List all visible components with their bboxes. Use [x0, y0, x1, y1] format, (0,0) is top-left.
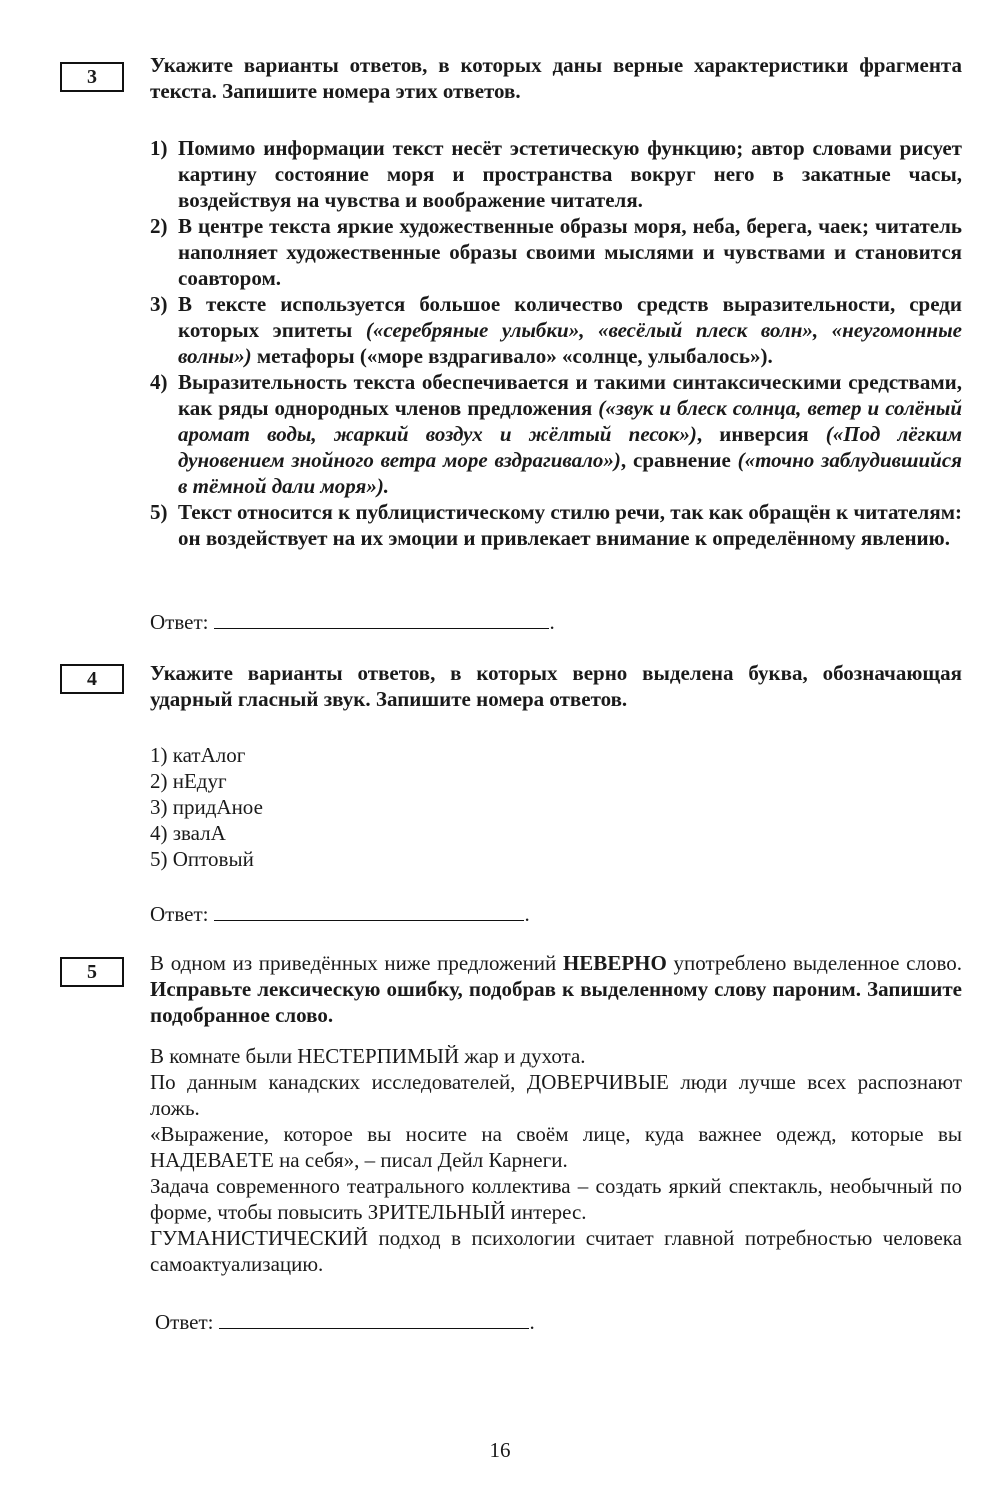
task-3-answer-line[interactable]	[214, 608, 549, 629]
task-3-answer-end: .	[549, 610, 555, 634]
task-3-option-number: 1)	[150, 136, 168, 160]
task-4-number: 4	[60, 664, 124, 694]
task-4-question: Укажите варианты ответов, в которых верно выделена буква, обозначающая ударный гласный звук. Запишите номера ответов.	[150, 661, 962, 711]
task-5-question	[150, 950, 962, 1028]
task-3-option	[150, 135, 962, 213]
task-3-option-number: 2)	[150, 214, 168, 238]
task-3-option-text: Выразительность текста обеспечивается и такими синтаксическими средствами, как ряды однородных членов предложения («звук и блеск солнца, ветер и солёный аромат воды, жаркий воздух и жёлтый песок»), инверсия («Под лёгким дуновением знойного ветра море вздрагивало»), сравнение («точно заблудившийся в тёмной дали моря»).	[178, 370, 963, 498]
task-4-option: 1) катАлог	[150, 743, 246, 767]
task-3-option-number: 3)	[150, 292, 168, 316]
task-4-option: 3) придАное	[150, 795, 263, 819]
task-3-option-number: 5)	[150, 500, 168, 524]
task-3-option	[150, 291, 962, 369]
task-3-option	[150, 213, 962, 291]
task-5-sentences	[150, 1043, 962, 1277]
task-5-question-part: употреблено выделенное слово.	[666, 951, 962, 975]
task-3-answer-label: Ответ:	[150, 610, 209, 634]
task-5-answer-line[interactable]	[219, 1308, 529, 1329]
task-4-option: 4) звалА	[150, 821, 226, 845]
task-4-answer	[150, 900, 530, 927]
task-3-option-text: В центре текста яркие художественные образы моря, неба, берега, чаек; читатель наполняет художественные образы своими мыслями и чувствами и становится соавтором.	[178, 214, 962, 290]
task-3-option-text: Текст относится к публицистическому стилю речи, так как обращён к читателям: он воздействует на их эмоции и привлекает внимание к определённому явлению.	[178, 500, 962, 550]
task-4-option: 2) нЕдуг	[150, 769, 227, 793]
task-3-option-text: Помимо информации текст несёт эстетическую функцию; автор словами рисует картину состояние моря и пространства вокруг него в закатные часы, воздействуя на чувства и воображение читателя.	[178, 136, 962, 212]
task-5-answer-label: Ответ:	[155, 1310, 214, 1334]
task-5-sentence: В комнате были НЕСТЕРПИМЫЙ жар и духота.	[150, 1044, 586, 1068]
task-3-option	[150, 499, 962, 551]
task-4-answer-label: Ответ:	[150, 902, 209, 926]
task-5-sentence: Задача современного театрального коллектива – создать яркий спектакль, необычный по форме, чтобы повысить ЗРИТЕЛЬНЫЙ интерес.	[150, 1174, 962, 1224]
task-3-options	[150, 135, 962, 551]
task-3-number: 3	[60, 62, 124, 92]
task-5-question-instruction: Исправьте лексическую ошибку, подобрав к выделенному слову пароним. Запишите подобранное слово.	[150, 977, 962, 1027]
page-number: 16	[489, 1438, 511, 1462]
task-4-answer-line[interactable]	[214, 900, 524, 921]
task-5-question-emph: НЕВЕРНО	[562, 951, 667, 975]
task-5-question-part: В одном из приведённых ниже предложений	[150, 951, 563, 975]
task-5-answer	[155, 1308, 535, 1335]
task-5-number: 5	[60, 957, 124, 987]
task-3-option	[150, 369, 962, 499]
task-4-options	[150, 742, 263, 872]
task-5-sentence: «Выражение, которое вы носите на своём лице, куда важнее одежд, которые вы НАДЕВАЕТЕ на себя», – писал Дейл Карнеги.	[150, 1122, 962, 1172]
task-5-answer-end: .	[529, 1310, 535, 1334]
task-5-sentence: ГУМАНИСТИЧЕСКИЙ подход в психологии считает главной потребностью человека самоактуализацию.	[150, 1226, 962, 1276]
task-3-option-text: В тексте используется большое количество средств выразительности, среди которых эпитеты («серебряные улыбки», «весёлый плеск волн», «неугомонные волны») метафоры («море вздрагивало» «солнце, улыбалось»).	[178, 292, 962, 368]
task-3-answer	[150, 608, 555, 635]
task-5-sentence: По данным канадских исследователей, ДОВЕРЧИВЫЕ люди лучше всех распознают ложь.	[150, 1070, 962, 1120]
task-3-question: Укажите варианты ответов, в которых даны верные характеристики фрагмента текста. Запишите номера этих ответов.	[150, 53, 962, 103]
task-4-answer-end: .	[524, 902, 530, 926]
task-4-option: 5) Оптовый	[150, 847, 254, 871]
task-3-option-number: 4)	[150, 370, 168, 394]
